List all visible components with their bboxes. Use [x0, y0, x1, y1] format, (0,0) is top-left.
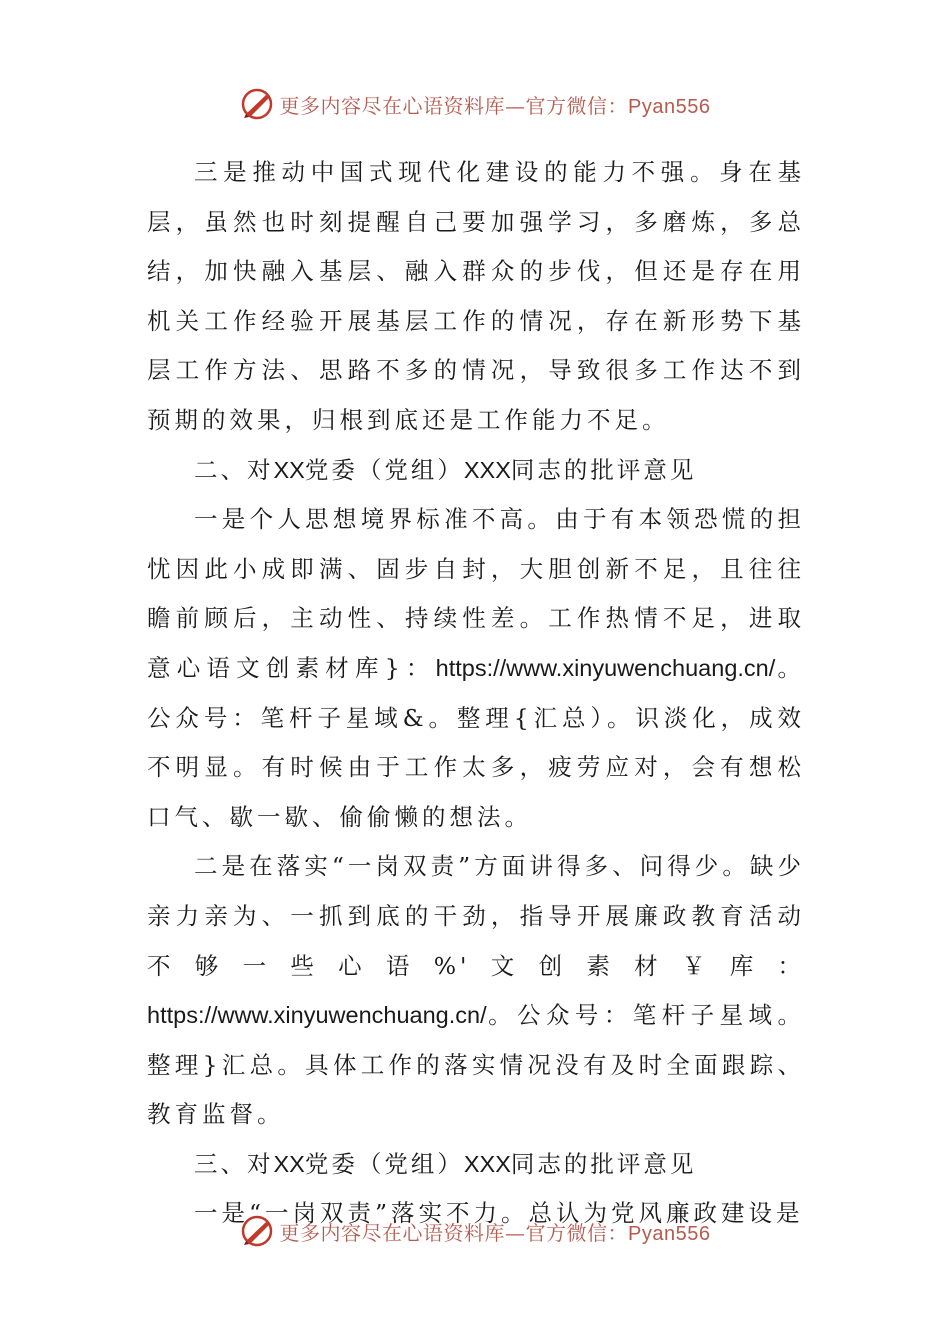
wechat-id: Pyan556: [628, 95, 711, 118]
paragraph-text: 一是“一岗双责”落实不力。总认为党风廉政建设是: [194, 1199, 804, 1228]
paragraph-point-three: 三是推动中国式现代化建设的能力不强。身在基层，虽然也时刻提醒自己要加强学习，多磨炼，多总结，加快融入基层、融入群众的步伐，但还是存在用机关工作经验开展基层工作的情况，存在新形势下基层工作方法、思路不多的情况，导致很多工作达不到预期的效果，归根到底还是工作能力不足。: [147, 158, 806, 434]
footer-watermark: [0, 1211, 950, 1251]
paragraph-text: 推动中国式现代化建设的能力不强。身在基层，虽然也时刻提醒自己要加强学习，多磨炼，多总结，加快融入基层、融入群众的步伐，但还是存在用机关工作经验开展基层工作的情况，存在新形势下基层工作方法、思路不多的情况，导致很多工作达不到预期的效果，归根到底还是工作能力不足。: [147, 158, 806, 434]
watermark-text: [280, 90, 711, 119]
pen-logo-icon: [240, 1214, 274, 1248]
paragraph-text: 。公众号：笔杆子星域。整理}汇总。具体工作的落实情况没有及时全面跟踪、教育监督。: [147, 1001, 805, 1129]
source-url: https://www.xinyuwenchuang.cn/: [147, 1002, 487, 1029]
section-heading-three: [147, 1140, 805, 1190]
heading-person: XXX: [463, 1150, 511, 1177]
heading-person: XXX: [463, 456, 511, 483]
watermark-text: [280, 1217, 711, 1246]
header-watermark: [0, 84, 950, 124]
heading-committee: 党委（党组）: [304, 1149, 464, 1178]
watermark-label: 更多内容尽在心语资料库—官方微信：: [279, 93, 629, 118]
heading-prefix: 二、对: [194, 455, 274, 484]
paragraph-point-two: [147, 842, 805, 1140]
watermark-label: 更多内容尽在心语资料库—官方微信：: [279, 1220, 629, 1245]
heading-prefix: 三、对: [194, 1149, 274, 1178]
document-body: [147, 148, 805, 1239]
paragraph-point-one: [147, 495, 805, 842]
paragraph-text: 二是在落实“一岗双责”方面讲得多、问得少。缺少亲力亲为、一抓到底的干劲，指导开展廉政教育活动不够一些心语%'文创素材￥库：: [147, 852, 805, 980]
source-url: https://www.xinyuwenchuang.cn/: [435, 654, 776, 681]
paragraph-text: 一是个人思想境界标准不高。由于有本领恐慌的担忧因此小成即满、固步自封，大胆创新不足，且往往瞻前顾后，主动性、持续性差。工作热情不足，进取意心语文创素材库}：: [147, 505, 805, 682]
heading-org: XX: [273, 1150, 305, 1177]
heading-suffix: 同志的批评意见: [510, 1149, 697, 1178]
heading-org: XX: [273, 456, 305, 483]
wechat-id: Pyan556: [628, 1222, 711, 1245]
heading-suffix: 同志的批评意见: [510, 455, 697, 484]
paragraph-text: 。公众号：笔杆子星域&。整理{汇总）。识淡化，成效不明显。有时候由于工作太多，疲劳应对，会有想松口气、歇一歇、偷偷懒的想法。: [147, 653, 805, 831]
section-heading-two: [147, 446, 805, 496]
heading-committee: 党委（党组）: [304, 455, 464, 484]
pen-logo-icon: [240, 87, 274, 121]
